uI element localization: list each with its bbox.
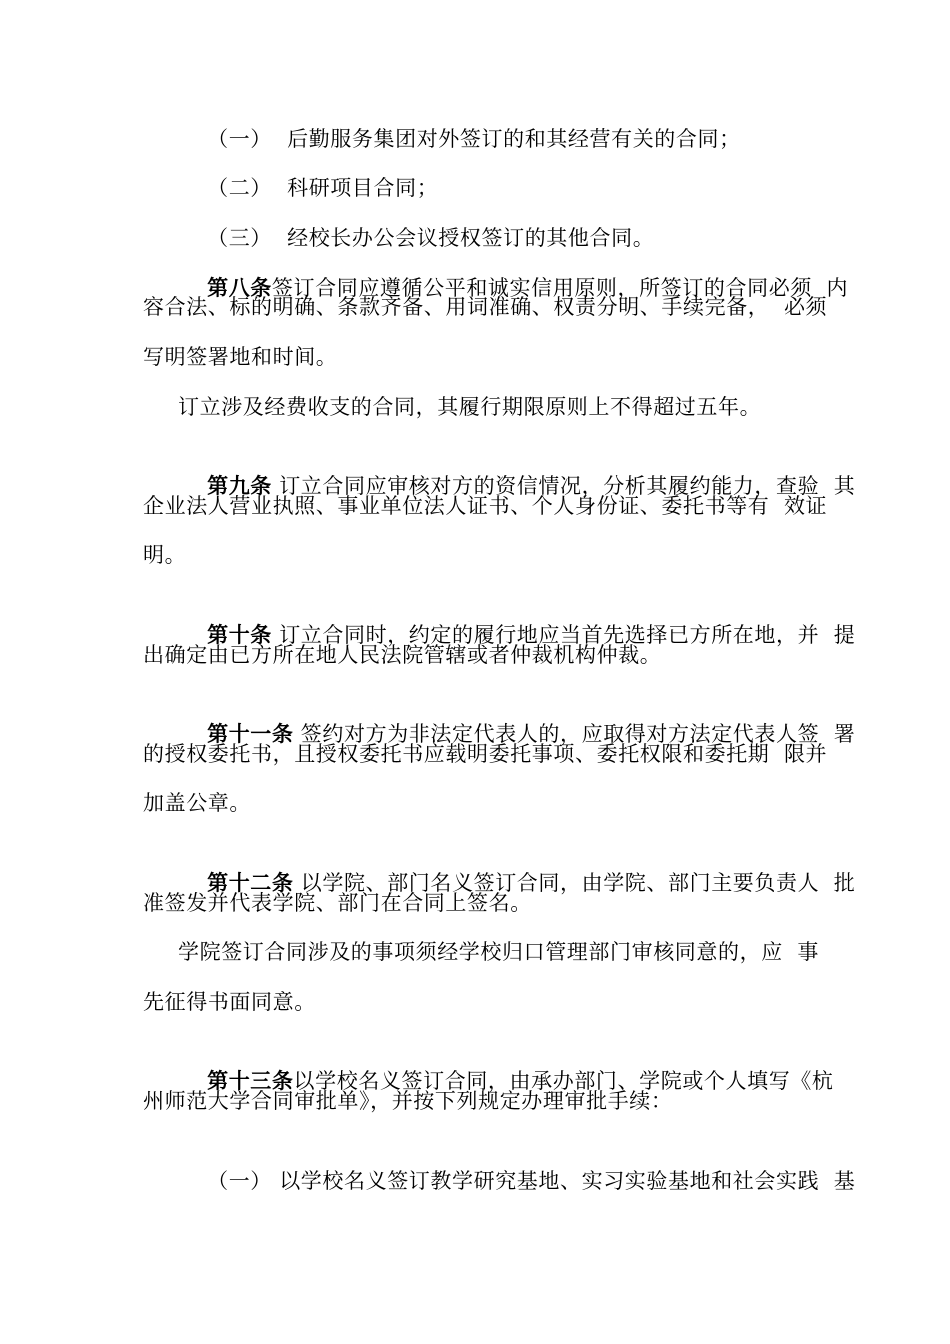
article-title: 第十条 — [207, 622, 272, 647]
paragraph-college-line: 先征得书面同意。 — [143, 990, 316, 1014]
article-text: 签约对方为非法定代表人的，应取得对方法定代表人签 署 — [293, 722, 856, 746]
list-item — [178, 1136, 855, 1226]
article-10-line: 出确定由已方所在地人民法院管辖或者仲裁机构仲裁。 — [143, 643, 662, 667]
article-title: 第十二条 — [207, 870, 294, 895]
article-text: 订立合同应审核对方的资信情况，分析其履约能力，查验 其 — [271, 474, 856, 498]
article-11-line: 加盖公章。 — [143, 791, 251, 815]
article-11-line: 的授权委托书，且授权委托书应载明委托事项、委托权限和委托期 限并 — [143, 742, 828, 766]
item-number: （一） — [207, 1169, 272, 1193]
article-text: 以学院、部门名义签订合同，由学院、部门主要负责人 批 — [293, 871, 856, 895]
article-text: 签订合同应遵循公平和诚实信用原则，所签订的合同必须 内 — [271, 276, 849, 300]
article-9-line: 明。 — [143, 543, 187, 567]
article-8-line: 写明签署地和时间。 — [143, 345, 338, 369]
item-text: 科研项目合同； — [287, 176, 439, 200]
item-text: 经校长办公会议授权签订的其他合同。 — [287, 226, 655, 250]
article-title: 第十一条 — [207, 721, 294, 746]
article-title: 第十三条 — [207, 1068, 294, 1093]
paragraph-college: 学院签订合同涉及的事项须经学校归口管理部门审核同意的，应 事 — [178, 940, 819, 964]
item-text: 以学校名义签订教学研究基地、实习实验基地和社会实践 基 — [271, 1169, 856, 1193]
paragraph-term: 订立涉及经费收支的合同，其履行期限原则上不得超过五年。 — [178, 395, 762, 419]
item-number: （二） — [207, 176, 272, 200]
article-8-line: 容合法、标的明确、条款齐备、用词准确、权责分明、手续完备， 必须 — [143, 295, 828, 319]
item-number: （一） — [207, 127, 272, 151]
article-9-line: 企业法人营业执照、事业单位法人证书、个人身份证、委托书等有 效证 — [143, 494, 828, 518]
article-text: 订立合同时，约定的履行地应当首先选择已方所在地，并 提 — [271, 623, 856, 647]
article-title: 第八条 — [207, 275, 272, 300]
article-title: 第九条 — [207, 473, 272, 498]
article-13-line: 州师范大学合同审批单》，并按下列规定办理审批手续： — [143, 1089, 673, 1113]
item-text: 后勤服务集团对外签订的和其经营有关的合同； — [287, 127, 741, 151]
article-text: 以学校名义签订合同，由承办部门、学院或个人填写《杭 — [293, 1069, 834, 1093]
item-number: （三） — [207, 226, 272, 250]
article-12-line: 准签发并代表学院、部门在合同上签名。 — [143, 891, 532, 915]
